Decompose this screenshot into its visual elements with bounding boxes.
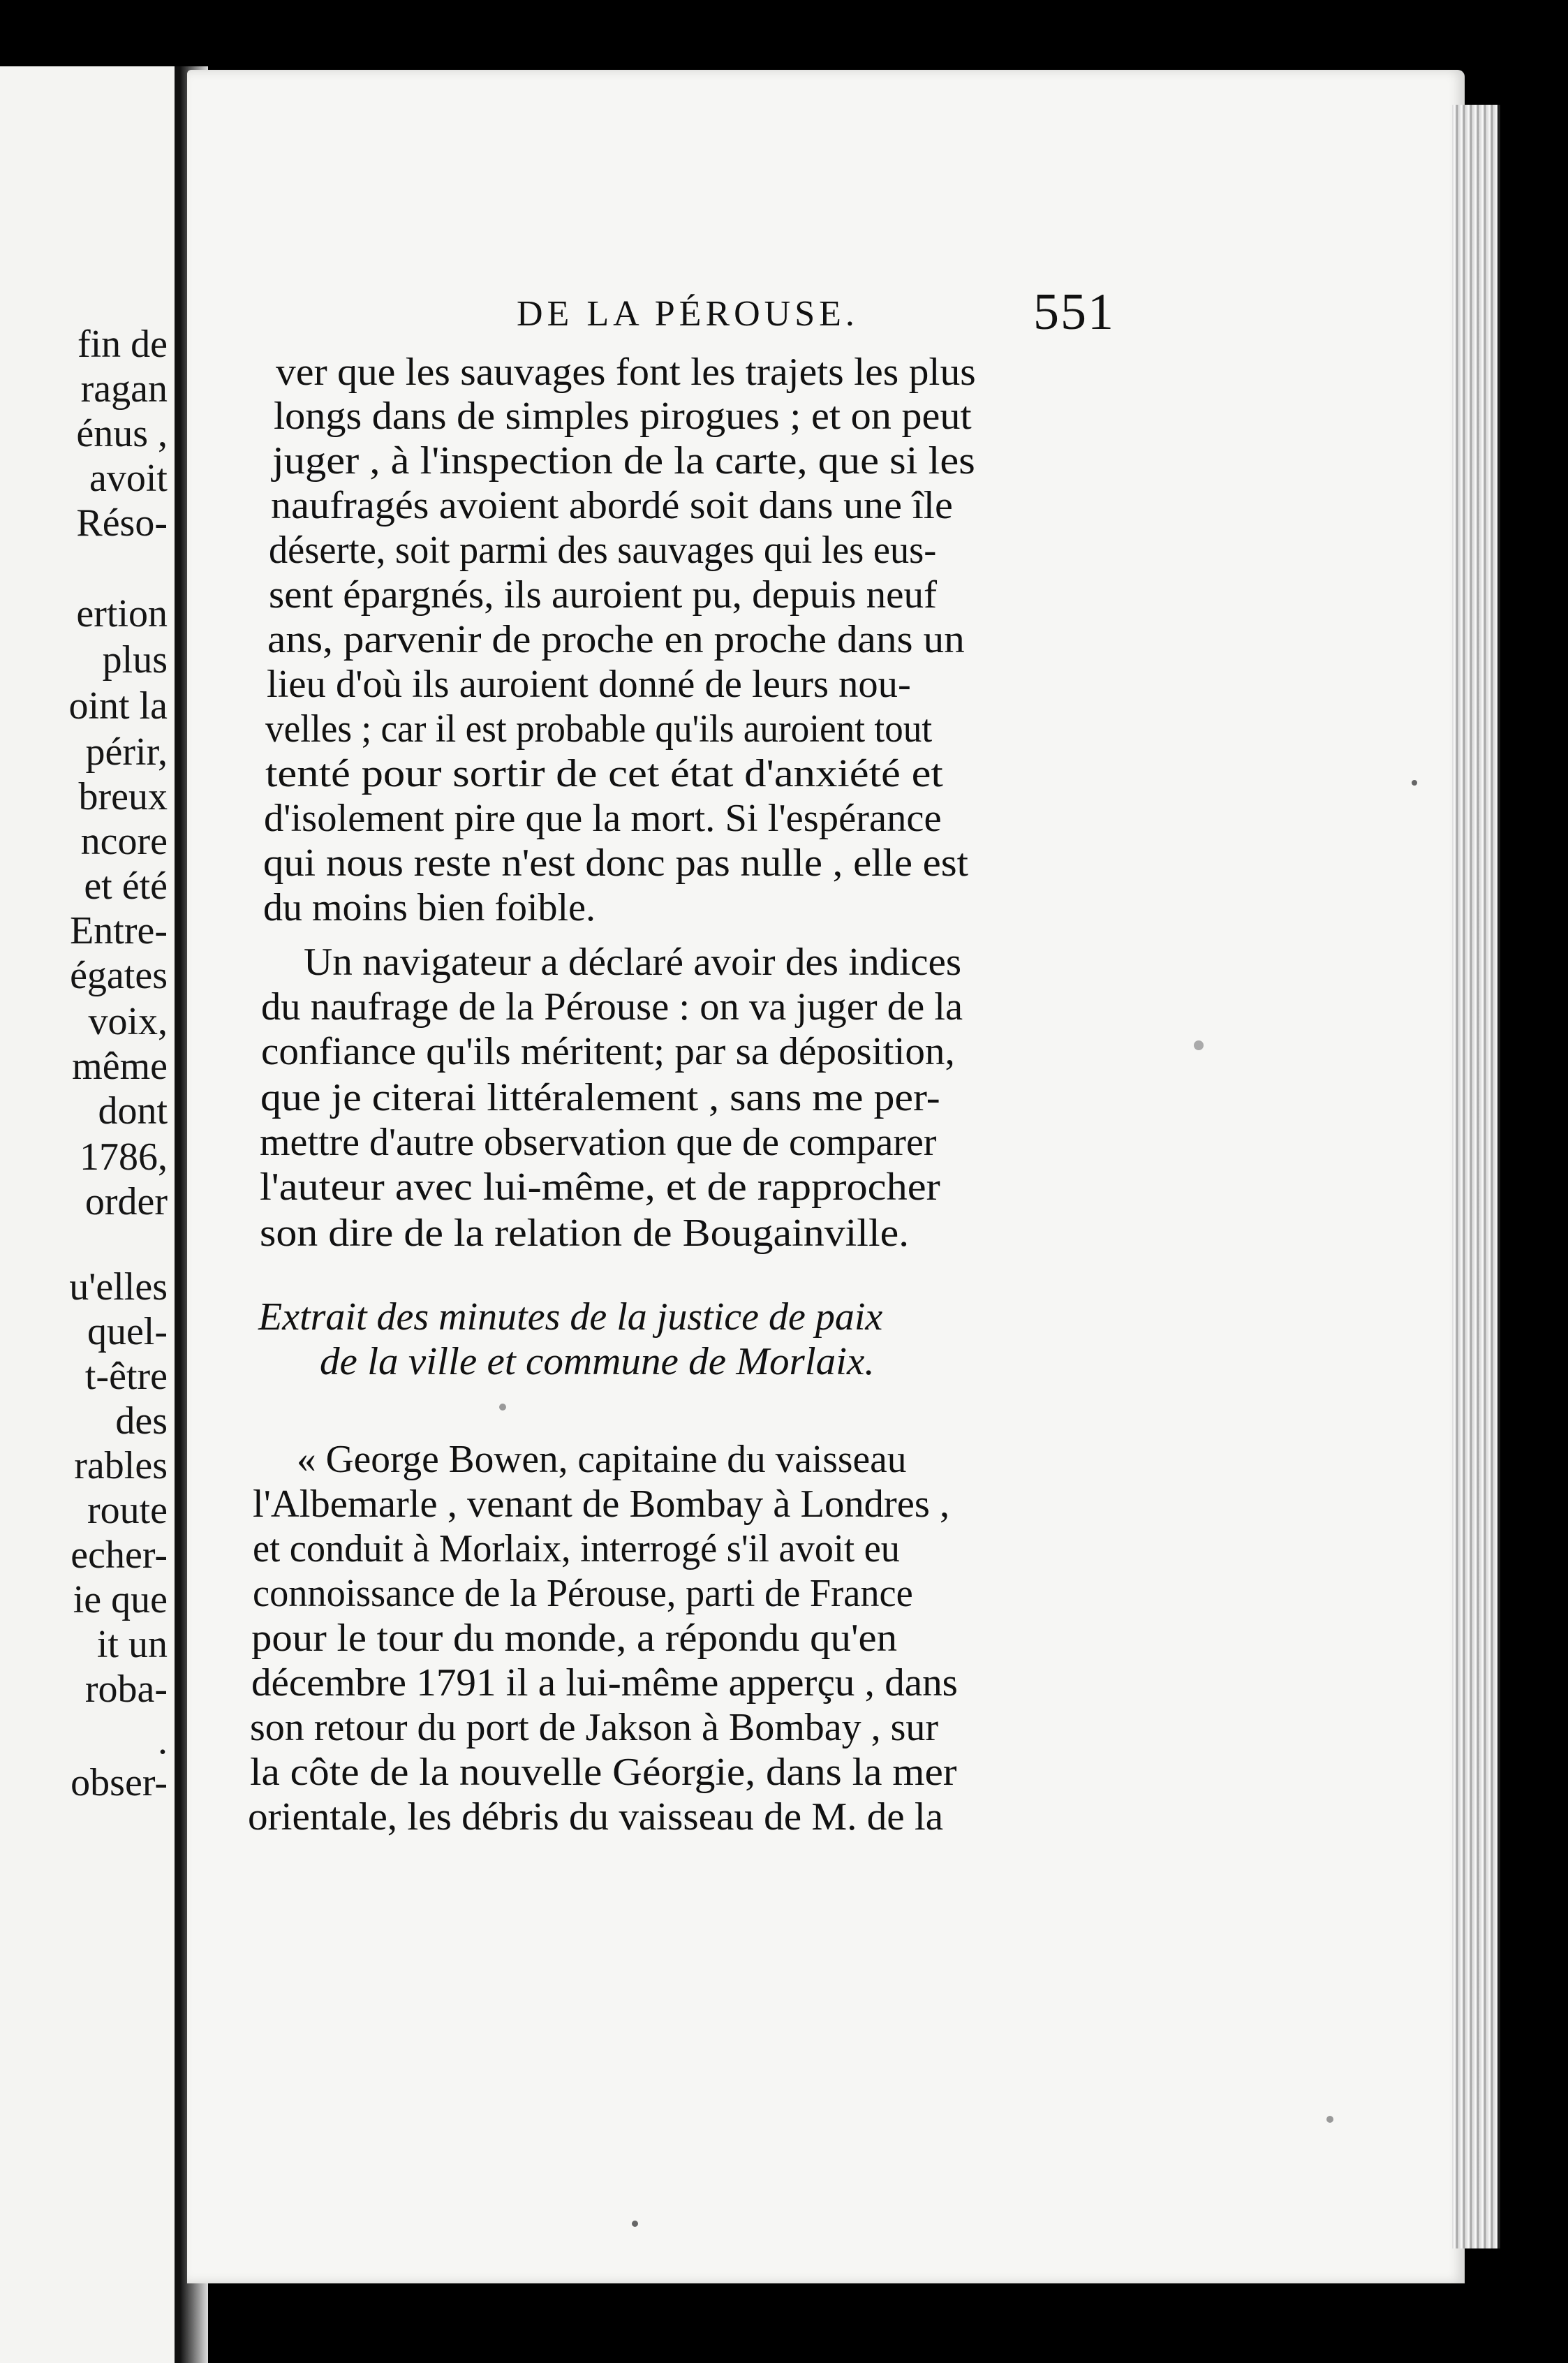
body-text-line: du naufrage de la Pérouse : on va juger de la: [261, 985, 963, 1029]
left-page-line: obser-: [71, 1761, 168, 1804]
left-page-line: plus: [102, 638, 168, 682]
body-text-line: connoissance de la Pérouse, parti de France: [253, 1572, 913, 1615]
left-page-line: dont: [98, 1089, 168, 1133]
left-page-line: énus ,: [76, 412, 168, 455]
left-page-fragment: [0, 66, 180, 2363]
body-text-line: qui nous reste n'est donc pas nulle , elle est: [263, 841, 968, 885]
left-page-line: Entre-: [70, 909, 168, 952]
left-page-line: breux: [78, 775, 168, 818]
body-text-line: juger , à l'inspection de la carte, que si les: [272, 439, 975, 483]
left-page-line: .: [158, 1719, 168, 1762]
body-text-line: longs dans de simples pirogues ; et on peut: [274, 395, 972, 438]
body-text-line: que je citerai littéralement , sans me per-: [260, 1076, 940, 1119]
left-page-line: oint la: [68, 684, 168, 728]
body-text-line: orientale, les débris du vaisseau de M. de la: [248, 1795, 944, 1839]
left-page-line: roba-: [84, 1668, 168, 1711]
body-text-line: velles ; car il est probable qu'ils auroient tout: [265, 707, 933, 751]
left-page-line: des: [115, 1399, 168, 1443]
page-number: 551: [1033, 284, 1115, 341]
body-text-line: déserte, soit parmi des sauvages qui les eus-: [269, 529, 937, 572]
left-page-line: égates: [70, 954, 168, 997]
dust-speck: [632, 2221, 638, 2227]
body-text-line: « George Bowen, capitaine du vaisseau: [297, 1438, 907, 1481]
left-page-line: voix,: [88, 1000, 168, 1043]
left-page-line: ertion: [76, 592, 168, 635]
left-page-line: u'elles: [69, 1265, 168, 1309]
body-text-line: pour le tour du monde, a répondu qu'en: [251, 1617, 898, 1660]
body-text-line: ans, parvenir de proche en proche dans un: [267, 618, 965, 661]
left-page-line: périr,: [85, 730, 168, 774]
body-text-line: naufragés avoient abordé soit dans une île: [271, 484, 953, 527]
left-page-line: t-être: [84, 1355, 168, 1398]
left-page-line: fin de: [77, 323, 168, 366]
left-page-line: même: [72, 1045, 168, 1088]
body-text-line: son dire de la relation de Bougainville.: [260, 1212, 910, 1255]
left-page-line: ncore: [80, 820, 168, 863]
left-page-line: echer-: [71, 1533, 168, 1577]
left-page-line: avoit: [89, 457, 168, 500]
section-heading: de la ville et commune de Morlaix.: [320, 1340, 875, 1383]
body-text-line: et conduit à Morlaix, interrogé s'il avoit eu: [253, 1527, 900, 1570]
body-text-line: d'isolement pire que la mort. Si l'espérance: [264, 797, 942, 840]
body-text-line: Un navigateur a déclaré avoir des indices: [304, 941, 962, 984]
dust-speck: [499, 1404, 506, 1411]
body-text-line: la côte de la nouvelle Géorgie, dans la mer: [250, 1751, 957, 1794]
body-text-line: mettre d'autre observation que de comparer: [260, 1121, 937, 1164]
body-text-line: décembre 1791 il a lui-même apperçu , dans: [251, 1661, 958, 1705]
body-text-line: son retour du port de Jakson à Bombay , sur: [250, 1706, 939, 1749]
body-text-line: l'auteur avec lui-même, et de rapprocher: [260, 1165, 940, 1209]
left-page-line: it un: [96, 1623, 168, 1666]
dust-speck: [1326, 2116, 1333, 2123]
left-page-line: Réso-: [76, 501, 168, 545]
page-edges: [1452, 105, 1500, 2248]
left-page-line: ragan: [80, 367, 168, 411]
body-text-line: l'Albemarle , venant de Bombay à Londres ,: [253, 1482, 950, 1526]
left-page-line: et été: [84, 864, 168, 908]
left-page-line: 1786,: [80, 1135, 168, 1179]
left-page-line: order: [84, 1180, 168, 1223]
body-text-line: confiance qu'ils méritent; par sa déposition,: [261, 1030, 955, 1073]
left-page-line: route: [87, 1489, 168, 1532]
body-text-line: du moins bien foible.: [263, 886, 596, 929]
body-text-line: sent épargnés, ils auroient pu, depuis neuf: [269, 573, 938, 617]
running-head: DE LA PÉROUSE.: [517, 294, 859, 334]
dust-speck: [1194, 1040, 1204, 1050]
body-text-line: lieu d'où ils auroient donné de leurs nou-: [267, 663, 911, 706]
left-page-line: quel-: [87, 1310, 168, 1353]
body-text-line: tenté pour sortir de cet état d'anxiété et: [265, 752, 943, 795]
dust-speck: [1412, 780, 1417, 786]
section-heading: Extrait des minutes de la justice de paix: [258, 1295, 883, 1339]
left-page-line: ie que: [73, 1578, 168, 1621]
body-text-line: ver que les sauvages font les trajets les plus: [276, 351, 976, 394]
left-page-line: rables: [74, 1444, 168, 1487]
